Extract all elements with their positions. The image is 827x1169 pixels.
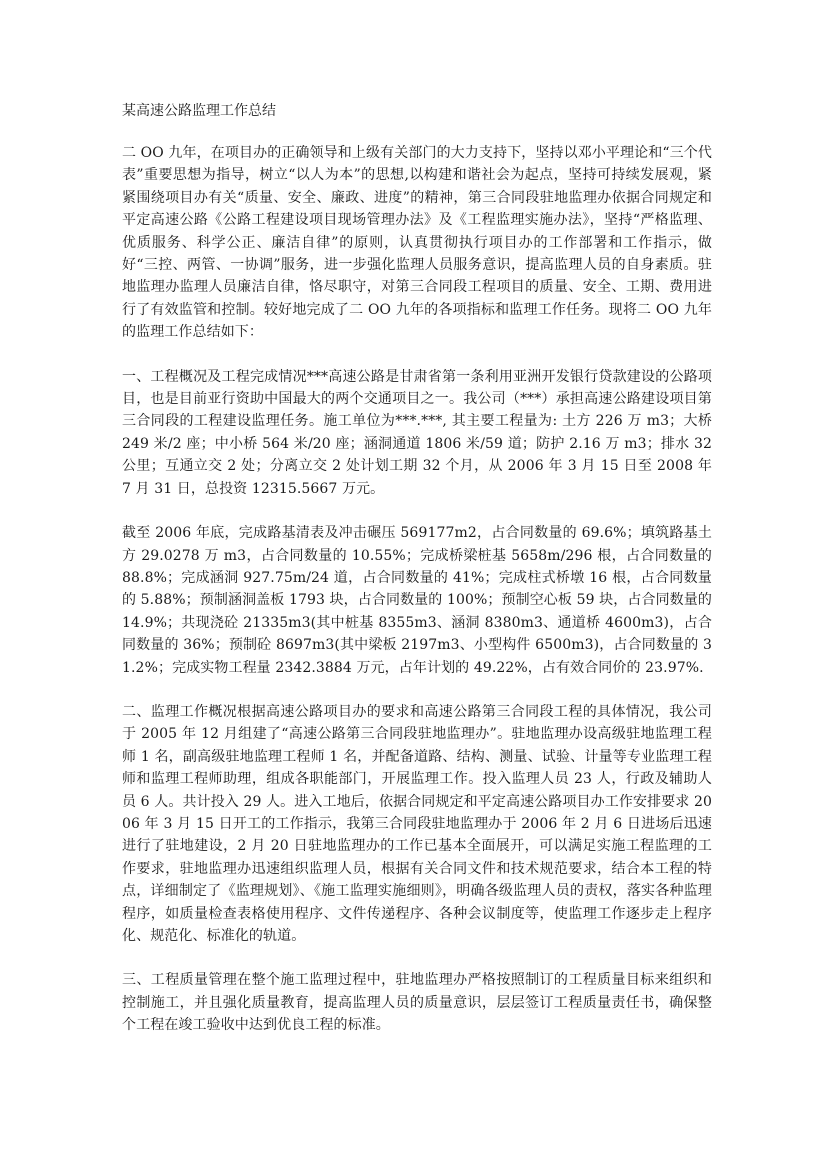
document-page [122,100,712,1059]
document-title: 某高速公路监理工作总结 [122,103,276,119]
paragraph-project-overview: 一、工程概况及工程完成情况***高速公路是甘肃省第一条利用亚洲开发银行贷款建设的公路项目，也是目前亚行资助中国最大的两个交通项目之一。我公司（***）承担高速公路建设项目第三合同段的工程建设监理任务。施工单位为***.***, 其主要工程量为: 土方 226 万 m3；大桥 249 米/2 座；中小桥 564 米/20 座；涵洞通道 1806 米/59 道；防护 2.16 万 m3；排水 32 公里；互通立交 2 处；分离立交 2 处计划工期 32 个月，从 2006 年 3 月 15 日至 2008 年 7 月 31 日，总投资 12315.5667 万元。 [122,368,712,497]
paragraph-progress: 截至 2006 年底，完成路基清表及冲击碾压 569177m2，占合同数量的 69.6%；填筑路基土方 29.0278 万 m3，占合同数量的 10.55%；完成桥梁桩基 5658m/296 根，占合同数量的 88.8%；完成涵洞 927.75m/24 道，占合同数量的 41%；完成柱式桥墩 16 根，占合同数量的 5.88%；预制涵洞盖板 1793 块，占合同数量的 100%；预制空心板 59 块，占合同数量的 14.9%；共现浇砼 21335m3(其中桩基 8355m3、涵洞 8380m3、通道桥 4600m3)，占合同数量的 36%；预制砼 8697m3(其中梁板 2197m3、小型构件 6500m3)，占合同数量的 31.2%；完成实物工程量 2342.3884 万元，占年计划的 49.22%，占有效合同价的 23.97%. [122,525,712,676]
paragraph-quality-management: 三、工程质量管理在整个施工监理过程中，驻地监理办严格按照制订的工程质量目标来组织和控制施工，并且强化质量教育，提高监理人员的质量意识，层层签订工程质量责任书，确保整个工程在竣工验收中达到优良工程的标准。 [122,972,712,1034]
paragraph-supervision-overview: 二、监理工作概况根据高速公路项目办的要求和高速公路第三合同段工程的具体情况，我公司于 2005 年 12 月组建了“高速公路第三合同段驻地监理办”。驻地监理办设高级驻地监理工程师 1 名，副高级驻地监理工程师 1 名，并配备道路、结构、测量、试验、计量等专业监理工程师和监理工程师助理，组成各职能部门，开展监理工作。投入监理人员 23 人，行政及辅助人员 6 人。共计投入 29 人。进入工地后，依据合同规定和平定高速公路项目办工作安排要求 2006 年 3 月 15 日开工的工作指示，我第三合同段驻地监理办于 2006 年 2 月 6 日进场后迅速进行了驻地建设，2 月 20 日驻地监理办的工作已基本全面展开，可以满足实施工程监理的工作要求，驻地监理办迅速组织监理人员，根据有关合同文件和技术规范要求，结合本工程的特点，详细制定了《监理规划》、《施工监理实施细则》，明确各级监理人员的责权，落实各种监理程序，如质量检查表格使用程序、文件传递程序、各种会议制度等，使监理工作逐步走上程序化、规范化、标准化的轨道。 [122,703,712,944]
paragraph-intro: 二 OO 九年，在项目办的正确领导和上级有关部门的大力支持下，坚持以邓小平理论和“三个代表”重要思想为指导，树立“以人为本”的思想,以构建和谐社会为起点，坚持可持续发展观，紧紧围绕项目办有关“质量、安全、廉政、进度”的精神，第三合同段驻地监理办依据合同规定和平定高速公路《公路工程建设项目现场管理办法》及《工程监理实施办法》，坚持“严格监理、优质服务、科学公正、廉洁自律”的原则，认真贯彻执行项目办的工作部署和工作指示，做好“三控、两管、一协调”服务，进一步强化监理人员服务意识，提高监理人员的自身素质。驻地监理办监理人员廉洁自律，恪尽职守，对第三合同段工程项目的质量、安全、工期、费用进行了有效监管和控制。较好地完成了二 OO 九年的各项指标和监理工作任务。现将二 OO 九年的监理工作总结如下： [122,145,712,341]
